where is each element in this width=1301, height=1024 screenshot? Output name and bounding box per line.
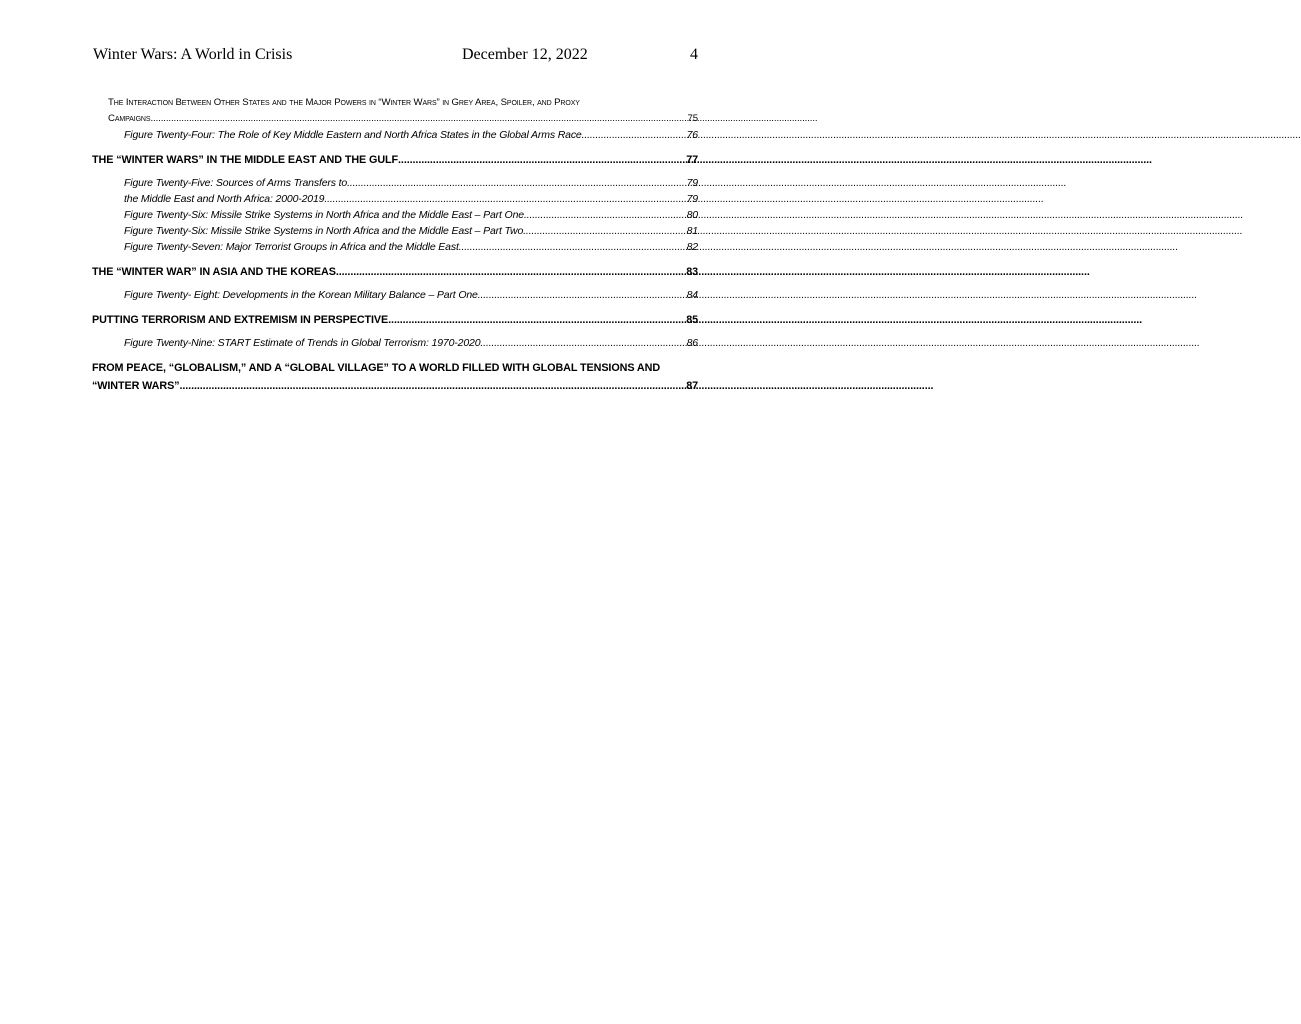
toc-entry-figure-25[interactable] — [124, 175, 698, 191]
toc-page-number: 79 — [686, 193, 698, 205]
toc-page-number: 81 — [686, 225, 698, 237]
toc-entry-text: Figure Twenty-Four: The Role of Key Middle Eastern and North Africa States in the Global Arms Race — [124, 129, 582, 141]
toc-entry-text: THE “WINTER WAR” IN ASIA AND THE KOREAS — [92, 266, 336, 278]
toc-page-number: 87 — [686, 380, 698, 392]
toc-entry-text-line2: Campaigns — [108, 113, 151, 124]
page-header — [93, 46, 698, 68]
toc-entry-figure-26-part-one[interactable] — [124, 207, 698, 223]
dot-leader — [582, 127, 687, 143]
dot-leader — [459, 239, 687, 255]
toc-entry-figure-29[interactable] — [124, 335, 698, 351]
dot-leader — [179, 377, 686, 395]
toc-page-number: 80 — [686, 209, 698, 221]
toc-entry-text-line1: FROM PEACE, “GLOBALISM,” AND A “GLOBAL VILLAGE” TO A WORLD FILLED WITH GLOBAL TENSIONS AND — [92, 362, 661, 374]
toc-entry-figure-24[interactable] — [124, 127, 698, 143]
toc-entry-text: Figure Twenty-Five: Sources of Arms Transfers to — [124, 177, 348, 189]
toc-section-asia[interactable] — [92, 263, 698, 281]
dot-leader — [523, 223, 686, 239]
toc-entry-text-line2: “WINTER WARS” — [92, 380, 180, 392]
toc-page-number: 76 — [686, 129, 698, 141]
toc-entry-figure-27[interactable] — [124, 239, 698, 255]
toc-page-number: 79 — [686, 177, 698, 189]
toc-page-number: 75 — [687, 113, 698, 124]
toc-entry-text: THE “WINTER WARS” IN THE MIDDLE EAST AND THE GULF — [92, 154, 399, 166]
table-of-contents — [92, 93, 698, 395]
toc-section-middle-east[interactable] — [92, 151, 698, 169]
toc-entry-text: Figure Twenty-Nine: START Estimate of Trends in Global Terrorism: 1970-2020 — [124, 337, 481, 349]
toc-entry-figure-28[interactable] — [124, 287, 698, 303]
dot-leader — [324, 191, 686, 207]
toc-section-terrorism[interactable] — [92, 311, 698, 329]
toc-entry-figure-25-continued[interactable] — [124, 191, 698, 207]
toc-page-number: 85 — [686, 314, 698, 326]
dot-leader — [524, 207, 687, 223]
toc-entry-text: the Middle East and North Africa: 2000-2019 — [124, 193, 325, 205]
header-title: Winter Wars: A World in Crisis — [93, 46, 293, 63]
toc-page-number: 77 — [686, 154, 698, 166]
toc-entry-text: Figure Twenty- Eight: Developments in the Korean Military Balance – Part One — [124, 289, 478, 301]
toc-page-number: 86 — [686, 337, 698, 349]
dot-leader — [388, 311, 686, 329]
toc-entry-text: Figure Twenty-Six: Missile Strike Systems in North Africa and the Middle East – Part One — [124, 209, 524, 221]
toc-entry-text-line1: The Interaction Between Other States and the Major Powers in “Winter Wars” in Grey Area, Spoiler, and Proxy — [108, 97, 580, 108]
toc-entry-text: Figure Twenty-Six: Missile Strike Systems in North Africa and the Middle East – Part Two — [124, 225, 524, 237]
dot-leader — [336, 263, 686, 281]
toc-page-number: 82 — [686, 241, 698, 253]
header-date: December 12, 2022 — [462, 46, 588, 63]
dot-leader — [478, 287, 687, 303]
toc-section-peace[interactable] — [92, 359, 698, 395]
toc-page-number: 83 — [686, 266, 698, 278]
toc-entry-text: PUTTING TERRORISM AND EXTREMISM IN PERSPECTIVE — [92, 314, 389, 326]
dot-leader — [398, 151, 686, 169]
toc-entry-interaction[interactable] — [108, 95, 698, 127]
toc-entry-figure-26-part-two[interactable] — [124, 223, 698, 239]
dot-leader — [150, 111, 687, 127]
dot-leader — [347, 175, 687, 191]
dot-leader — [480, 335, 686, 351]
toc-page-number: 84 — [686, 289, 698, 301]
header-page-number: 4 — [690, 46, 698, 63]
toc-entry-text: Figure Twenty-Seven: Major Terrorist Groups in Africa and the Middle East — [124, 241, 459, 253]
